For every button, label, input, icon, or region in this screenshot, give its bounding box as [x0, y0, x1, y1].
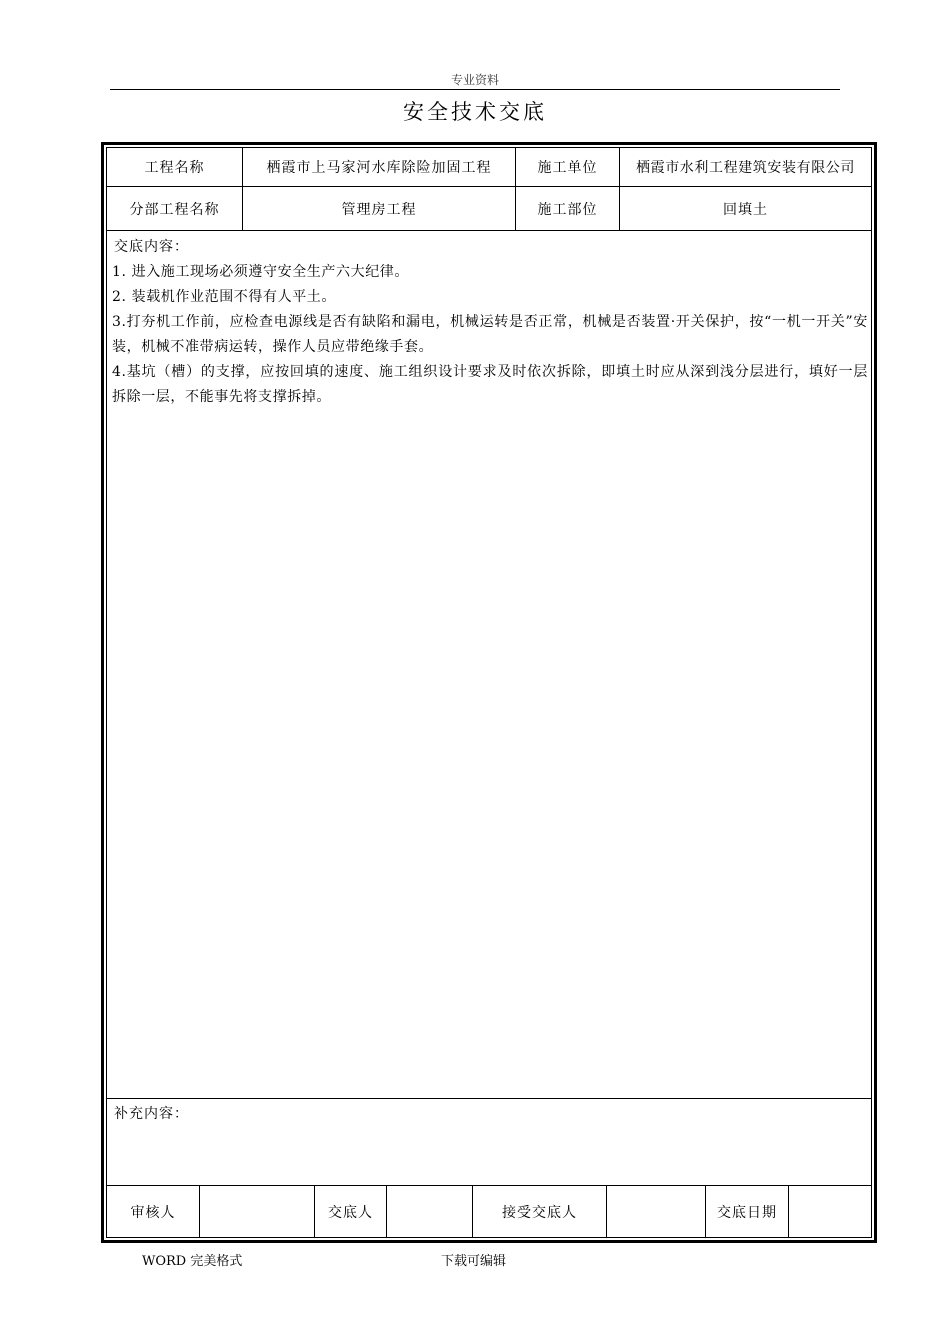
row-divider-2 — [106, 230, 872, 231]
reviewer-field[interactable] — [200, 1186, 314, 1238]
date-label: 交底日期 — [717, 1205, 777, 1221]
content-label: 交底内容： — [114, 239, 189, 255]
receiver-label: 接受交底人 — [502, 1205, 577, 1221]
project-name-value: 栖霞市上马家河水库除险加固工程 — [266, 160, 492, 176]
contractor-label: 施工单位 — [537, 160, 598, 176]
document-title: 安全技术交底 — [403, 100, 547, 124]
content-item-2: 2. 装载机作业范围不得有人平土。 — [112, 289, 337, 305]
location-label: 施工部位 — [537, 201, 598, 218]
project-name-label: 工程名称 — [144, 160, 205, 176]
footer-left: WORD 完美格式 — [142, 1254, 243, 1269]
footer-right: 下载可编辑 — [441, 1254, 507, 1269]
date-field[interactable] — [789, 1186, 871, 1238]
contractor-value: 栖霞市水利工程建筑安装有限公司 — [636, 160, 855, 176]
discloser-field[interactable] — [387, 1186, 472, 1238]
sub-project-label: 分部工程名称 — [129, 201, 220, 218]
content-body — [112, 260, 868, 410]
sub-project-value: 管理房工程 — [341, 201, 417, 218]
receiver-field[interactable] — [607, 1186, 705, 1238]
reviewer-label: 审核人 — [130, 1205, 176, 1221]
content-item-1: 1. 进入施工现场必须遵守安全生产六大纪律。 — [112, 264, 410, 280]
content-item-3: 3.打夯机工作前，应检查电源线是否有缺陷和漏电，机械运转是否正常，机械是否装置·开关保护，按“一机一开关”安装，机械不准带病运转，操作人员应带绝缘手套。 — [112, 314, 868, 355]
content-item-4: 4.基坑（槽）的支撑，应按回填的速度、施工组织设计要求及时依次拆除，即填土时应从深到浅分层进行，填好一层拆除一层，不能事先将支撑拆掉。 — [112, 364, 868, 405]
header-rule — [110, 89, 840, 90]
supplement-label: 补充内容： — [114, 1106, 189, 1122]
discloser-label: 交底人 — [328, 1205, 373, 1221]
page-header: 专业资料 — [450, 73, 499, 87]
location-value: 回填土 — [723, 201, 768, 218]
row-divider-3 — [106, 1098, 872, 1099]
